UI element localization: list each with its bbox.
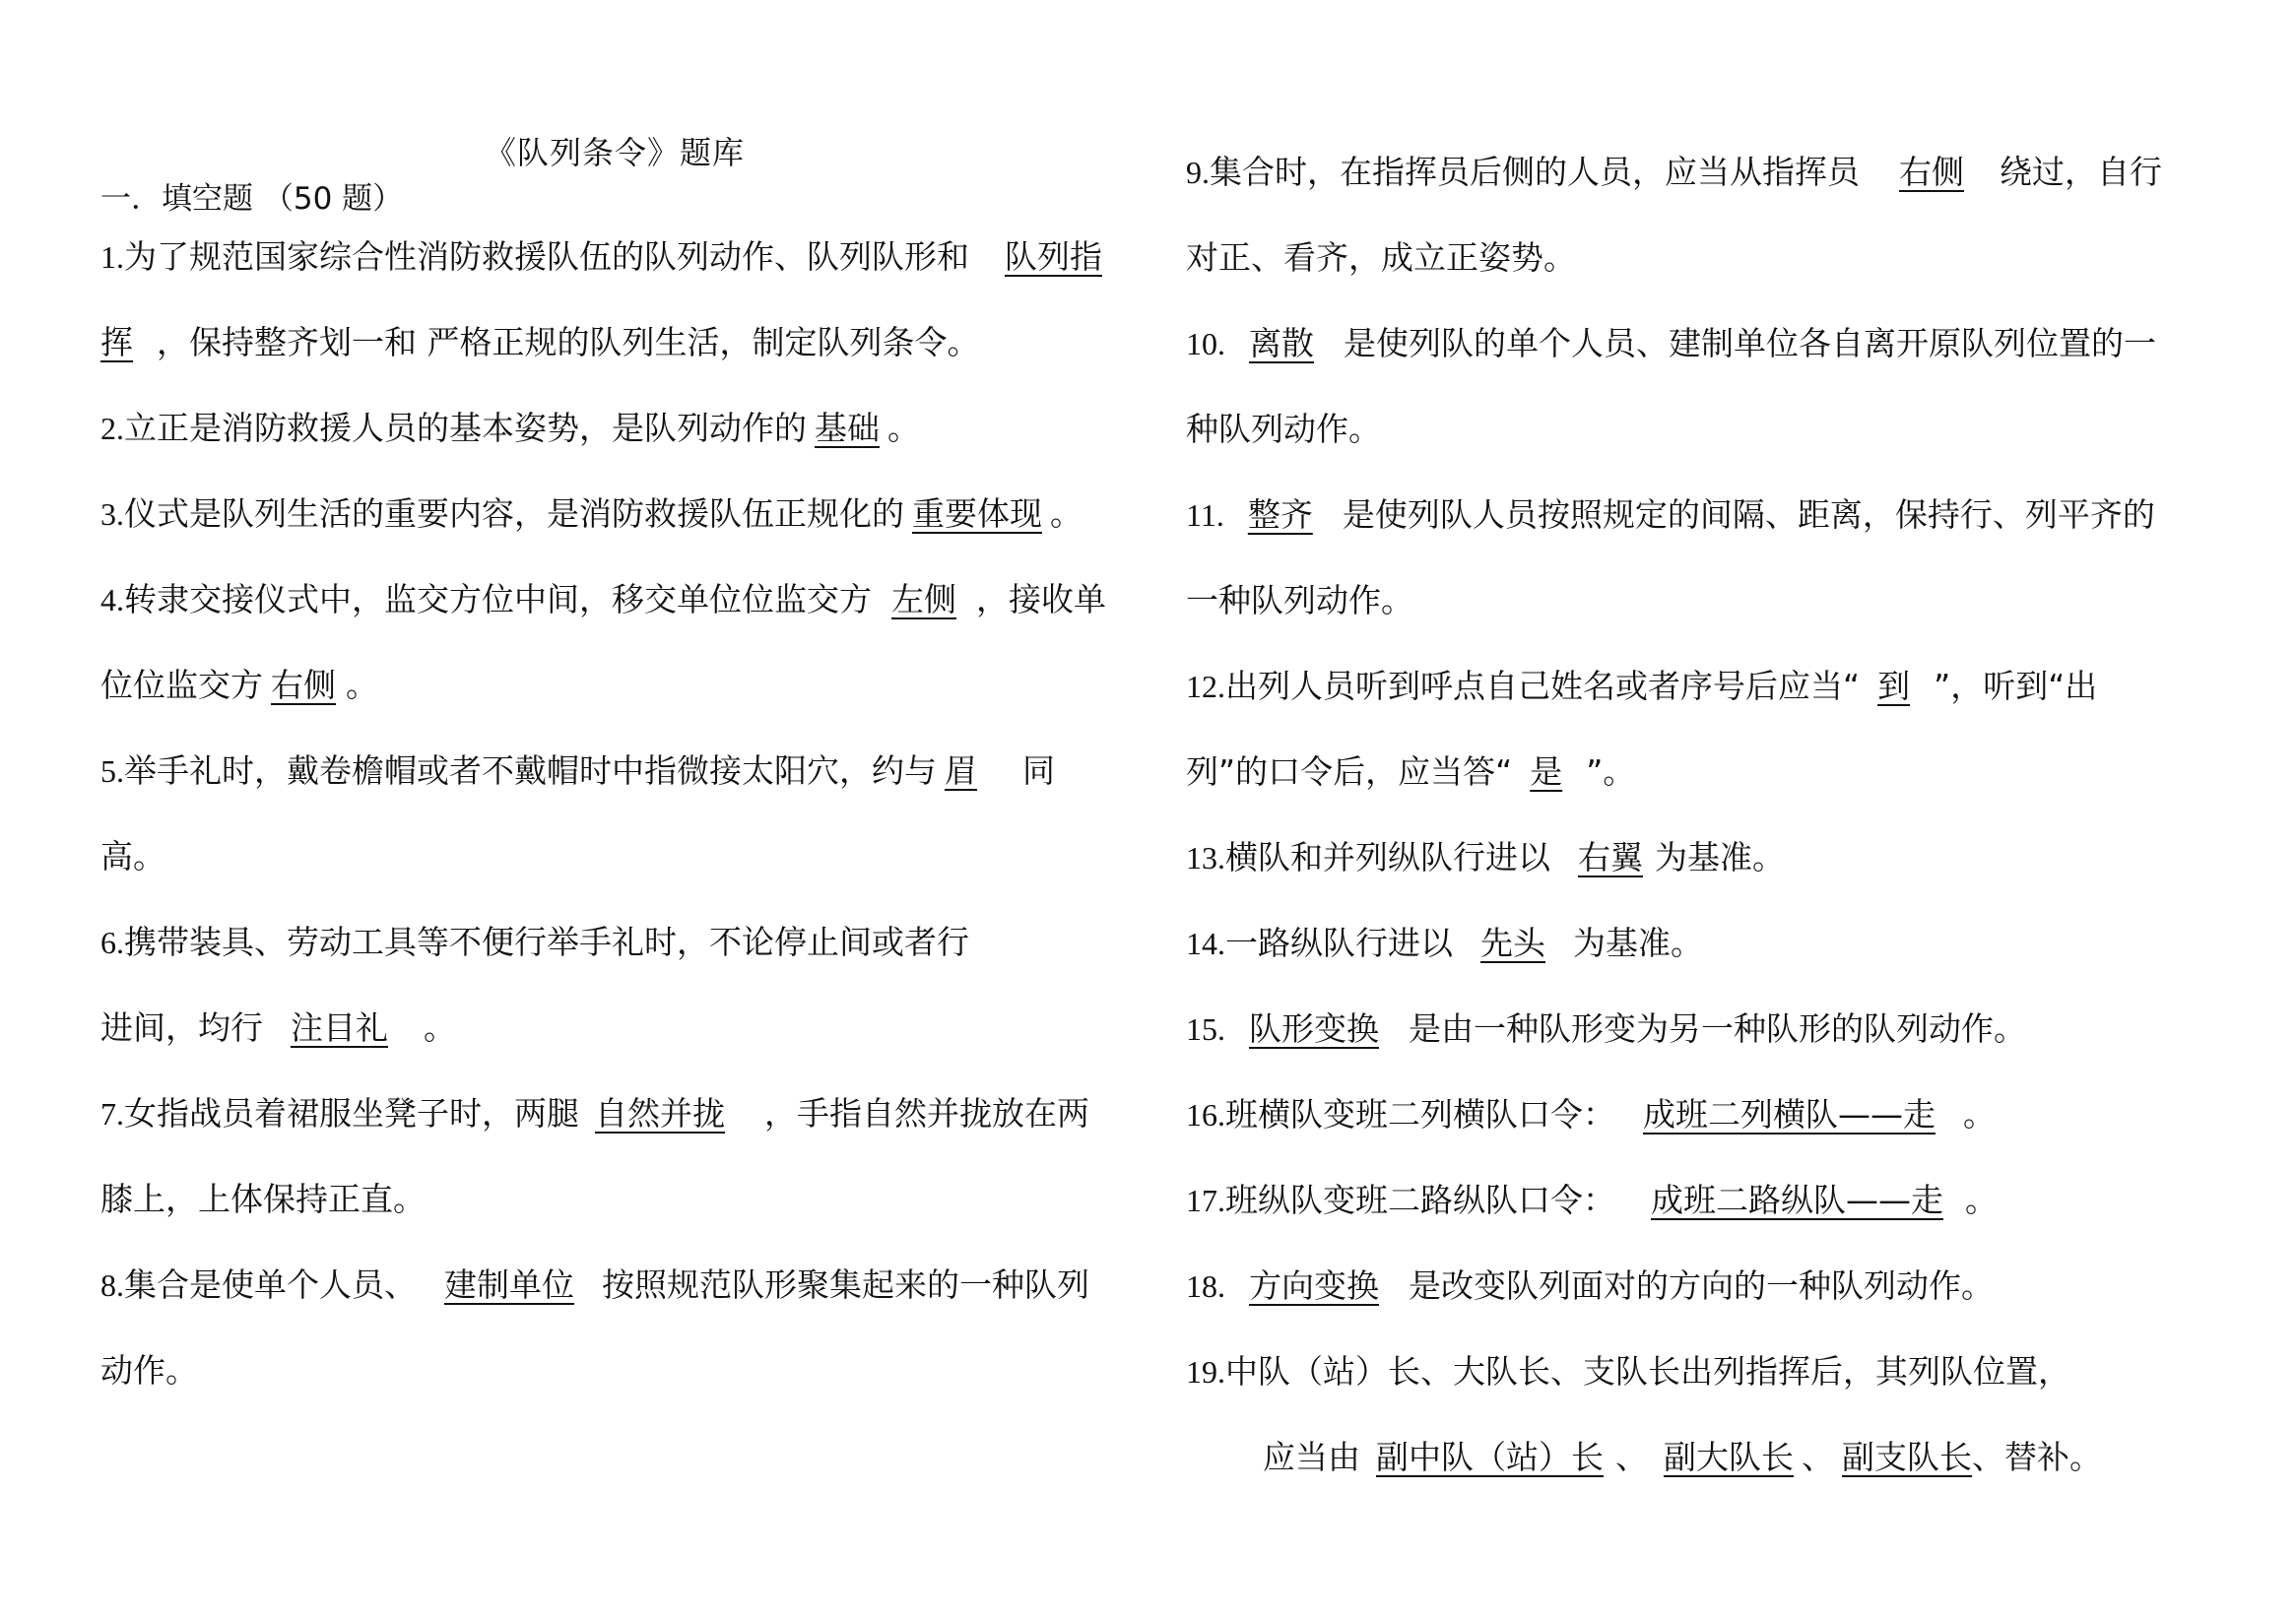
answer-blank: 注目礼 xyxy=(291,1008,388,1047)
question-19-line-2: 应当由 副中队（站）长 、 副大队长 、 副支队长、替补。 xyxy=(1263,1438,2102,1476)
answer-blank: 成班二列横队——走 xyxy=(1643,1095,1935,1134)
question-7-line-2: 膝上，上体保持正直。 xyxy=(100,1180,426,1218)
section-count: （50 题） xyxy=(262,181,404,217)
question-12-line-1: 12.出列人员听到呼点自己姓名或者序号后应当“ 到 ”，听到“出 xyxy=(1186,667,2098,705)
question-4-line-1: 4.转隶交接仪式中，监交方位中间，移交单位位监交方 左侧 ，接收单 xyxy=(100,580,1106,618)
answer-blank: 副中队（站）长 xyxy=(1376,1438,1604,1476)
question-7-line-1: 7.女指战员着裙服坐凳子时，两腿 自然并拢 ，手指自然并拢放在两 xyxy=(100,1094,1089,1133)
answer-blank: 整齐 xyxy=(1247,495,1313,534)
section-heading xyxy=(100,173,403,218)
answer-blank: 是 xyxy=(1530,752,1563,791)
answer-blank: 队列指 xyxy=(1005,237,1102,276)
answer-blank: 基础 xyxy=(815,409,880,447)
question-18: 18. 方向变换 是改变队列面对的方向的一种队列动作。 xyxy=(1186,1266,1994,1305)
question-12-line-2: 列”的口令后，应当答“ 是 ”。 xyxy=(1186,752,1636,791)
answer-blank: 挥 xyxy=(100,323,133,361)
answer-blank: 眉 xyxy=(945,751,977,790)
question-15: 15. 队形变换 是由一种队形变为另一种队形的队列动作。 xyxy=(1186,1009,2026,1048)
question-5-line-1: 5.举手礼时，戴卷檐帽或者不戴帽时中指微接太阳穴，约与 眉 同 xyxy=(100,751,1055,790)
answer-blank: 建制单位 xyxy=(444,1265,574,1304)
answer-blank: 重要体现 xyxy=(912,494,1042,533)
question-19-line-1: 19.中队（站）长、大队长、支队长出列指挥后，其列队位置， xyxy=(1186,1352,2070,1391)
answer-blank: 右翼 xyxy=(1578,838,1643,876)
question-9-line-2: 对正、看齐，成立正姿势。 xyxy=(1186,238,1576,277)
answer-blank: 自然并拢 xyxy=(595,1094,725,1133)
question-13: 13.横队和并列纵队行进以 右翼 为基准。 xyxy=(1186,838,1785,876)
answer-blank: 右侧 xyxy=(271,666,336,704)
question-6-line-2: 进间，均行 注目礼 。 xyxy=(100,1008,456,1047)
question-10-line-2: 种队列动作。 xyxy=(1186,410,1381,448)
question-6-line-1: 6.携带装具、劳动工具等不便行举手礼时，不论停止间或者行 xyxy=(100,923,969,961)
document-title: 《队列条令》题库 xyxy=(485,134,746,171)
question-4-line-2: 位位监交方 右侧 。 xyxy=(100,666,378,704)
answer-blank: 左侧 xyxy=(891,580,956,618)
question-10-line-1: 10. 离散 是使列队的单个人员、建制单位各自离开原队列位置的一 xyxy=(1186,324,2156,362)
question-16: 16.班横队变班二列横队口令： 成班二列横队——走 。 xyxy=(1186,1095,1996,1134)
answer-blank: 离散 xyxy=(1249,324,1314,362)
answer-blank: 到 xyxy=(1877,667,1911,705)
question-5-line-2: 高。 xyxy=(100,837,165,875)
question-8-line-2: 动作。 xyxy=(100,1351,198,1390)
answer-blank: 方向变换 xyxy=(1249,1266,1379,1305)
answer-blank: 成班二路纵队——走 xyxy=(1651,1181,1943,1219)
answer-blank: 队形变换 xyxy=(1249,1009,1379,1048)
question-17: 17.班纵队变班二路纵队口令： 成班二路纵队——走 。 xyxy=(1186,1181,1998,1219)
section-label: 一．填空题 xyxy=(100,181,253,217)
question-9-line-1: 9.集合时，在指挥员后侧的人员，应当从指挥员 右侧 绕过，自行 xyxy=(1186,153,2162,191)
answer-blank: 先头 xyxy=(1480,924,1545,962)
question-2: 2.立正是消防救援人员的基本姿势，是队列动作的 基础 。 xyxy=(100,409,920,447)
question-11-line-1: 11. 整齐 是使列队人员按照规定的间隔、距离，保持行、列平齐的 xyxy=(1186,495,2155,534)
question-11-line-2: 一种队列动作。 xyxy=(1186,581,1413,619)
answer-blank: 副支队长 xyxy=(1842,1438,1972,1476)
question-14: 14.一路纵队行进以 先头 为基准。 xyxy=(1186,924,1703,962)
question-8-line-1: 8.集合是使单个人员、 建制单位 按照规范队形聚集起来的一种队列 xyxy=(100,1265,1089,1304)
answer-blank: 右侧 xyxy=(1899,153,1964,191)
question-1-line-2: 挥 ，保持整齐划一和 严格正规的队列生活，制定队列条令。 xyxy=(100,323,980,361)
question-1-line-1: 1.为了规范国家综合性消防救援队伍的队列动作、队列队形和 队列指 xyxy=(100,237,1102,276)
question-3: 3.仪式是队列生活的重要内容，是消防救援队伍正规化的 重要体现 。 xyxy=(100,494,1082,533)
answer-blank: 副大队长 xyxy=(1664,1438,1794,1476)
